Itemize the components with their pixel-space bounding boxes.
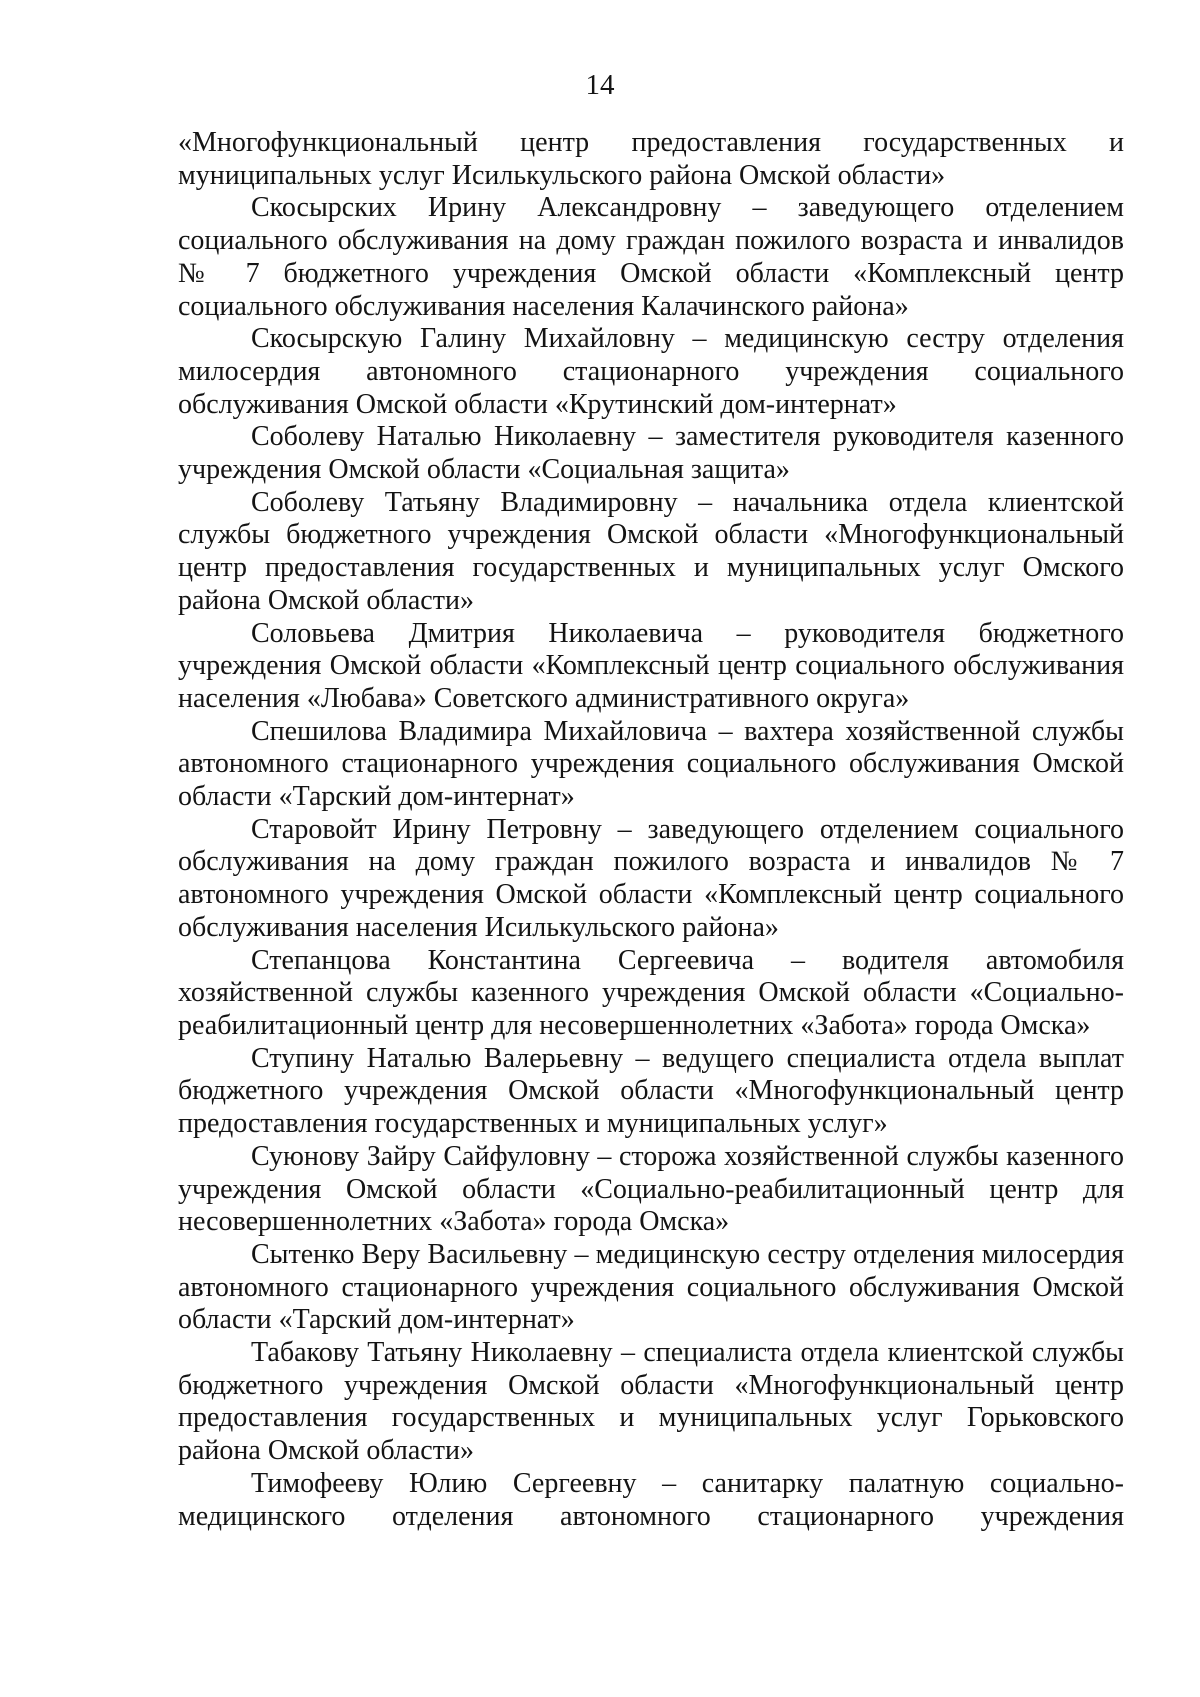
paragraph-soboleva-tatyana: Соболеву Татьяну Владимировну – начальника отдела клиентской службы бюджетного учреждения Омской области «Многофункциональный центр предоставления государственных и муниципальных услуг Омского района Омской области» (178, 486, 1124, 616)
paragraph-timofeeva: Тимофееву Юлию Сергеевну – санитарку палатную социально-медицинского отделения автономного стационарного учреждения (178, 1467, 1124, 1532)
paragraph-suyunova: Суюнову Зайру Сайфуловну – сторожа хозяйственной службы казенного учреждения Омской области «Социально-реабилитационный центр для несовершеннолетних «Забота» города Омска» (178, 1140, 1124, 1238)
paragraph-solovyev: Соловьева Дмитрия Николаевича – руководителя бюджетного учреждения Омской области «Комплексный центр социального обслуживания населения «Любава» Советского административного округа» (178, 617, 1124, 714)
paragraph-soboleva-natalya: Соболеву Наталью Николаевну – заместителя руководителя казенного учреждения Омской области «Социальная защита» (178, 421, 1124, 486)
paragraph-stepantsov: Степанцова Константина Сергеевича – водителя автомобиля хозяйственной службы казенного учреждения Омской области «Социально-реабилитационный центр для несовершеннолетних «Забота» города Омска» (178, 944, 1124, 1041)
paragraph-tabakova: Табакову Татьяну Николаевну – специалиста отдела клиентской службы бюджетного учреждения Омской области «Многофункциональный центр предоставления государственных и муниципальных услуг Горьковского района Омской области» (178, 1337, 1124, 1467)
paragraph-skosyrskaya: Скосырскую Галину Михайловну – медицинскую сестру отделения милосердия автономного стационарного учреждения социального обслуживания Омской области «Крутинский дом-интернат» (178, 323, 1124, 420)
paragraph-starovoit: Старовойт Ирину Петровну – заведующего отделением социального обслуживания на дому граждан пожилого возраста и инвалидов № 7 автономного учреждения Омской области «Комплексный центр социального обслуживания населения Исилькульского района» (178, 813, 1124, 943)
page-number: 14 (585, 69, 615, 101)
paragraph-sytenko: Сытенко Веру Васильевну – медицинскую сестру отделения милосердия автономного стационарного учреждения социального обслуживания Омской области «Тарский дом-интернат» (178, 1238, 1124, 1336)
document-body (178, 127, 1124, 1533)
paragraph-skosyrskikh: Скосырских Ирину Александровну – заведующего отделением социального обслуживания на дому граждан пожилого возраста и инвалидов № 7 бюджетного учреждения Омской области «Комплексный центр социального обслуживания населения Калачинского района» (178, 192, 1124, 322)
paragraph-stupina: Ступину Наталью Валерьевну – ведущего специалиста отдела выплат бюджетного учреждения Омской области «Многофункциональный центр предоставления государственных и муниципальных услуг» (178, 1042, 1124, 1140)
paragraph-speshilov: Спешилова Владимира Михайловича – вахтера хозяйственной службы автономного стационарного учреждения социального обслуживания Омской области «Тарский дом-интернат» (178, 715, 1124, 813)
paragraph-continuation: «Многофункциональный центр предоставления государственных и муниципальных услуг Исилькульского района Омской области» (178, 127, 1124, 191)
